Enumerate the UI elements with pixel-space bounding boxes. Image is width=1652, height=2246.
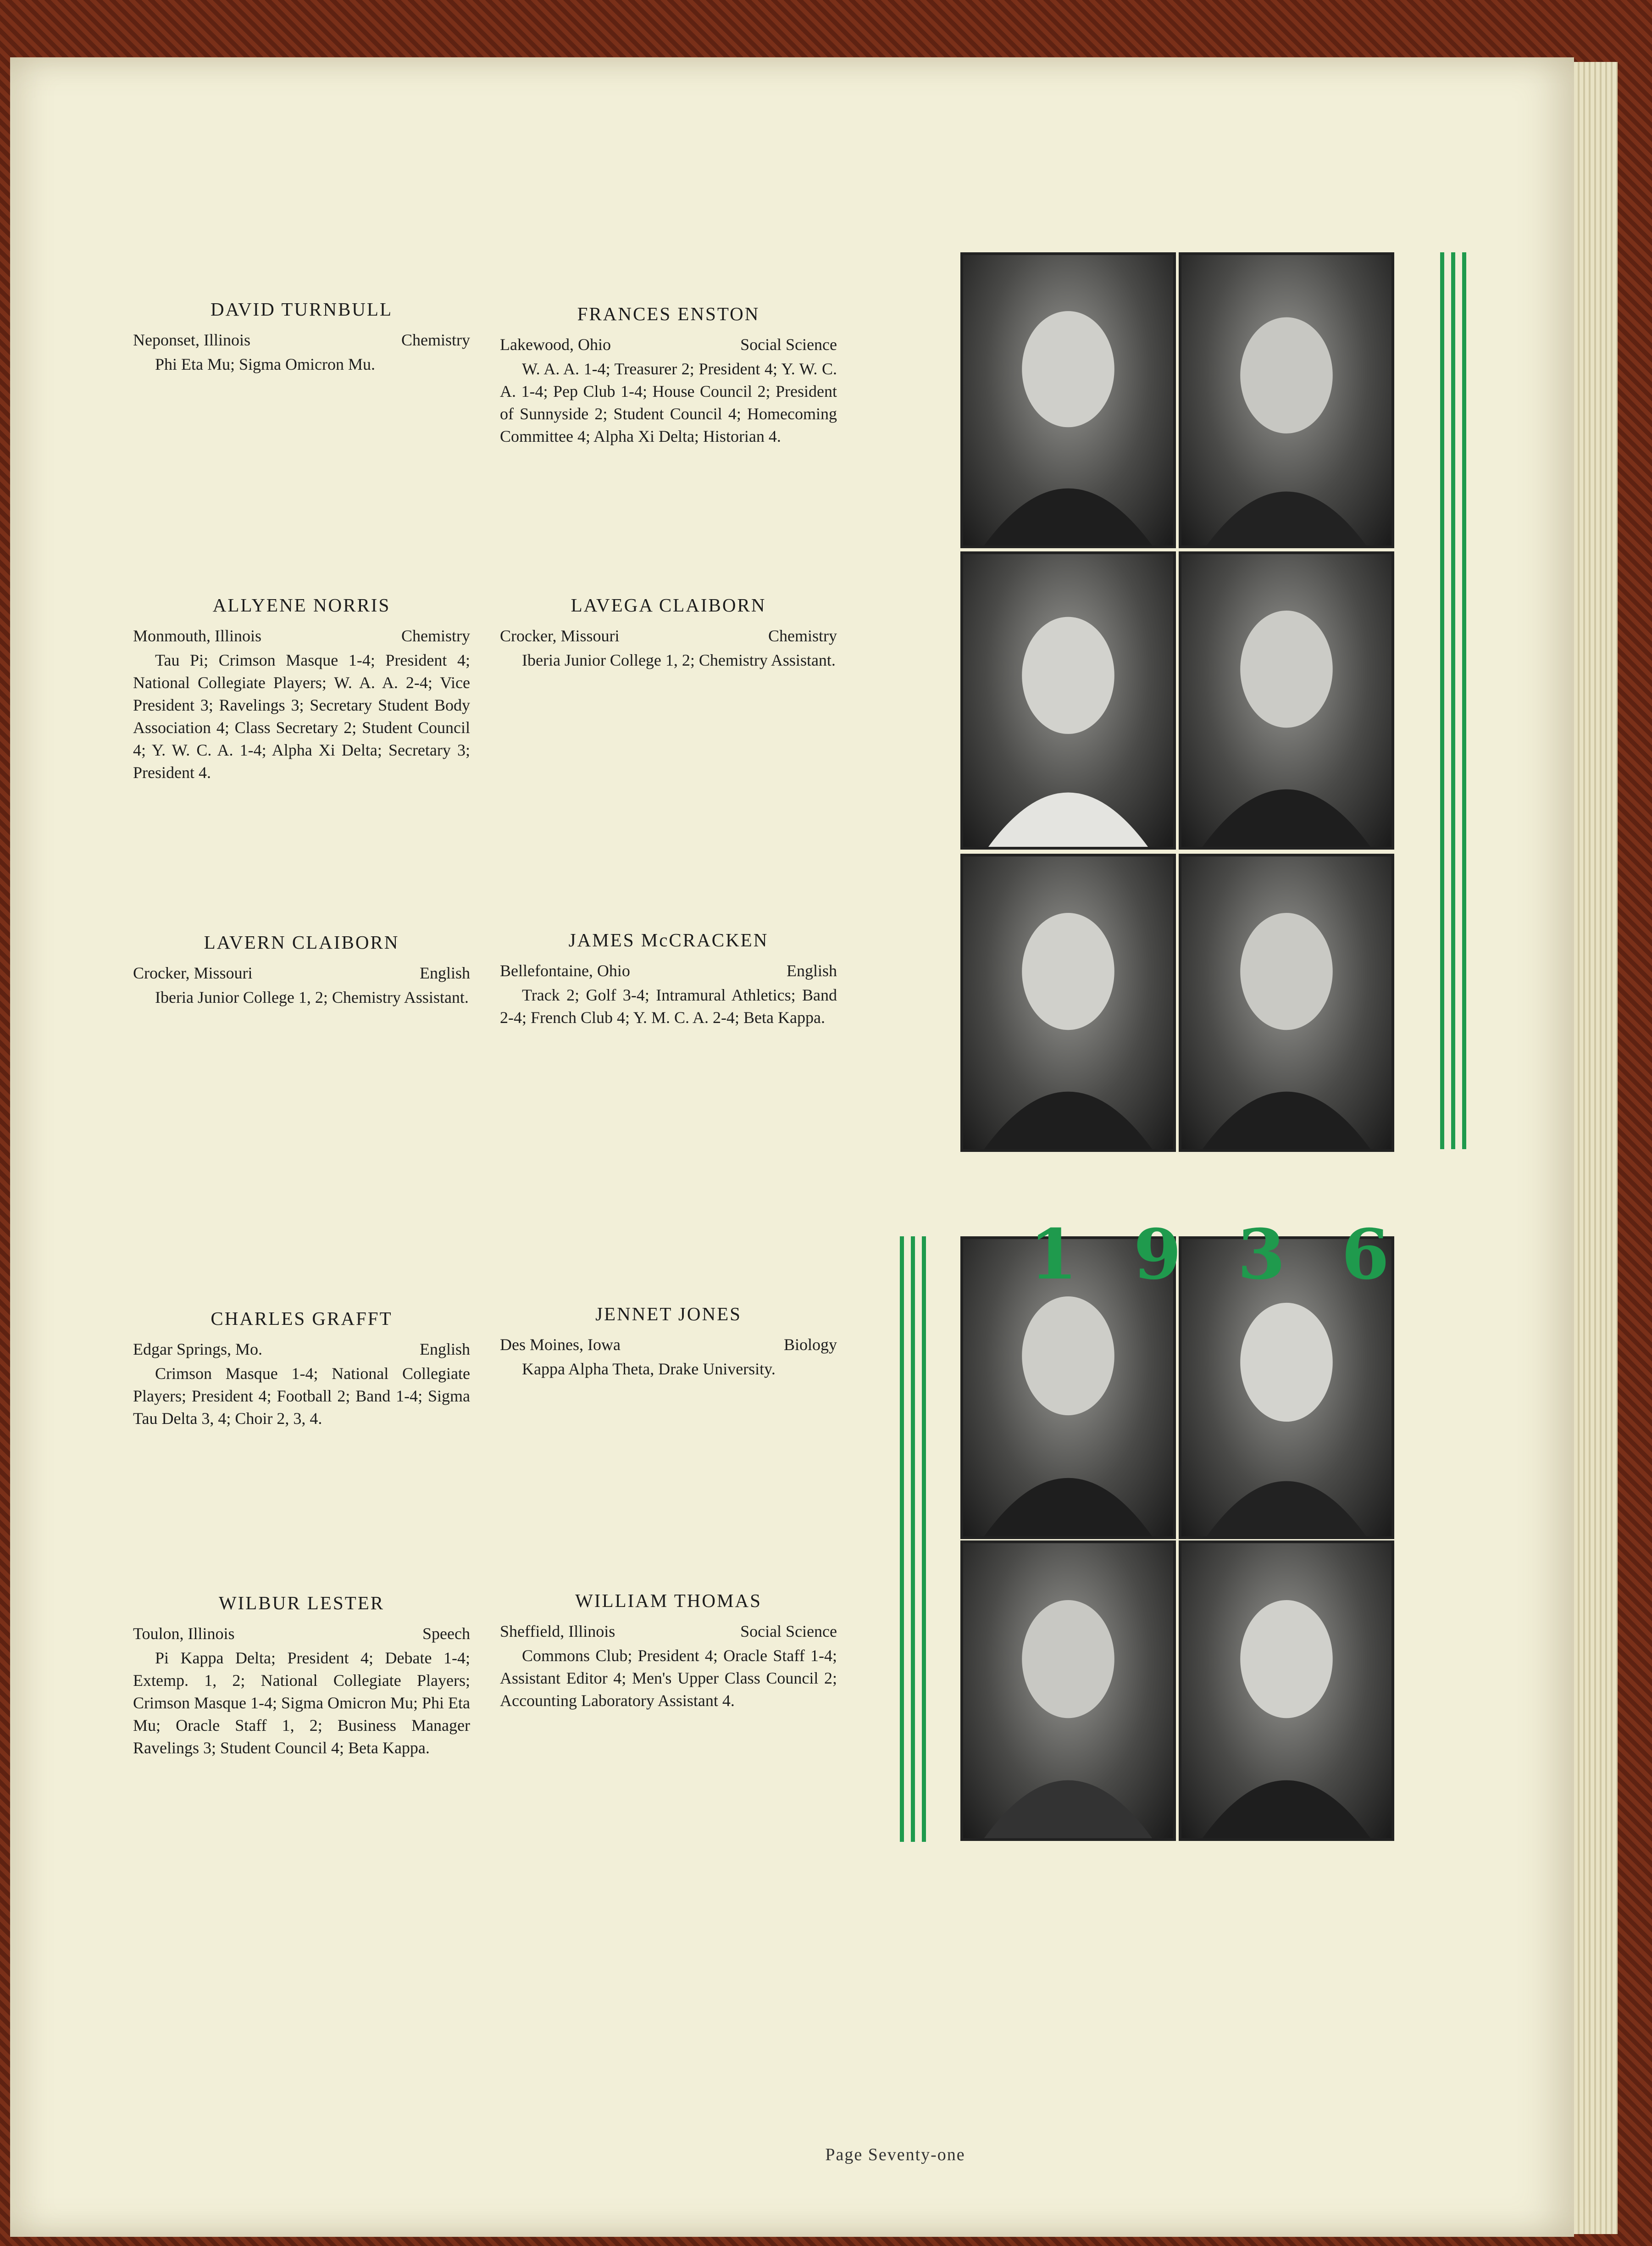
student-activities: Kappa Alpha Theta, Drake University.	[522, 1360, 776, 1378]
student-activities: Iberia Junior College 1, 2; Chemistry Assistant.	[522, 651, 836, 669]
senior-entry-frances-enston	[500, 303, 837, 448]
student-hometown: Sheffield, Illinois	[500, 1622, 615, 1640]
student-activities: Crimson Masque 1-4; National Collegiate Players; President 4; Football 2; Band 1-4; Sigma Tau Delta 3, 4; Choir 2, 3, 4.	[133, 1364, 470, 1428]
student-activities: W. A. A. 1-4; Treasurer 2; President 4; Y. W. C. A. 1-4; Pep Club 1-4; House Council 2; President of Sunnyside 2; Student Council 4; Homecoming Committee 4; Alpha Xi Delta; Historian 4.	[500, 360, 837, 445]
green-vertical-rule	[1440, 252, 1444, 1149]
student-name: FRANCES ENSTON	[577, 303, 760, 324]
student-major: Chemistry	[768, 627, 837, 645]
student-major: Speech	[422, 1624, 470, 1643]
senior-entry-jennet-jones	[500, 1303, 837, 1380]
portrait-photo-wilbur-lester	[960, 1540, 1176, 1841]
student-major: English	[786, 962, 837, 980]
senior-entry-david-turnbull	[133, 298, 470, 376]
page-number: Page Seventy-one	[825, 2145, 965, 2164]
student-activities: Tau Pi; Crimson Masque 1-4; President 4; National Collegiate Players; W. A. A. 2-4; Vice President 3; Ravelings 3; Secretary Student Body Association 4; Class Secretary 2; Student Council 4; Y. W. C. A. 1-4; Alpha Xi Delta; Secretary 3; President 4.	[133, 651, 470, 782]
student-hometown: Monmouth, Illinois	[133, 627, 262, 645]
green-vertical-rule	[911, 1236, 915, 1842]
student-major: Chemistry	[401, 331, 470, 349]
green-vertical-rule	[922, 1236, 926, 1842]
student-major: English	[419, 964, 470, 982]
student-hometown: Neponset, Illinois	[133, 331, 250, 349]
student-name: LAVERN CLAIBORN	[204, 932, 399, 953]
senior-entry-james-mccracken	[500, 929, 837, 1029]
student-hometown: Edgar Springs, Mo.	[133, 1340, 262, 1358]
student-activities: Track 2; Golf 3-4; Intramural Athletics; Band 2-4; French Club 4; Y. M. C. A. 2-4; Beta Kappa.	[500, 986, 837, 1027]
page-edges	[1574, 62, 1618, 2234]
year-digit: 9	[1133, 1214, 1181, 1295]
student-name: CHARLES GRAFFT	[211, 1308, 393, 1329]
student-name: JAMES McCRACKEN	[568, 929, 769, 951]
student-hometown: Crocker, Missouri	[133, 964, 253, 982]
portrait-photo-frances-enston	[1179, 252, 1394, 548]
portrait-photo-william-thomas	[1179, 1540, 1394, 1841]
student-activities: Pi Kappa Delta; President 4; Debate 1-4; Extemp. 1, 2; National Collegiate Players; Crimson Masque 1-4; Sigma Omicron Mu; Phi Eta Mu; Oracle Staff 1, 2; Business Manager Ravelings 3; Student Council 4; Beta Kappa.	[133, 1649, 470, 1757]
student-name: ALLYENE NORRIS	[212, 595, 391, 616]
senior-entry-lavern-claiborn	[133, 931, 470, 1009]
year-heading	[1026, 1214, 1393, 1295]
student-name: LAVEGA CLAIBORN	[571, 595, 766, 616]
senior-entry-charles-grafft	[133, 1307, 470, 1430]
senior-entry-wilbur-lester	[133, 1592, 470, 1759]
senior-entry-lavega-claiborn	[500, 594, 837, 672]
year-digit: 1	[1029, 1214, 1078, 1295]
student-activities: Phi Eta Mu; Sigma Omicron Mu.	[155, 355, 375, 373]
year-digit: 6	[1341, 1214, 1390, 1295]
student-hometown: Toulon, Illinois	[133, 1624, 235, 1643]
student-hometown: Crocker, Missouri	[500, 627, 620, 645]
student-major: Biology	[783, 1335, 837, 1354]
portrait-photo-james-mccracken	[1179, 854, 1394, 1152]
student-major: Social Science	[740, 335, 837, 354]
portrait-photo-lavern-claiborn	[960, 854, 1176, 1152]
student-major: Chemistry	[401, 627, 470, 645]
student-name: JENNET JONES	[595, 1303, 742, 1324]
student-hometown: Lakewood, Ohio	[500, 335, 611, 354]
student-major: Social Science	[740, 1622, 837, 1640]
green-vertical-rule	[1451, 252, 1455, 1149]
green-vertical-rule	[900, 1236, 904, 1842]
student-name: WILBUR LESTER	[218, 1592, 385, 1613]
student-name: DAVID TURNBULL	[211, 299, 393, 320]
senior-entry-william-thomas	[500, 1590, 837, 1712]
year-digit: 3	[1237, 1214, 1286, 1295]
green-vertical-rule	[1462, 252, 1466, 1149]
portrait-photo-allyene-norris	[960, 551, 1176, 850]
senior-entry-allyene-norris	[133, 594, 470, 784]
portrait-photo-david-turnbull	[960, 252, 1176, 548]
yearbook-page	[10, 57, 1574, 2237]
student-hometown: Bellefontaine, Ohio	[500, 962, 630, 980]
portrait-photo-lavega-claiborn	[1179, 551, 1394, 850]
student-activities: Iberia Junior College 1, 2; Chemistry Assistant.	[155, 988, 469, 1006]
student-activities: Commons Club; President 4; Oracle Staff 1-4; Assistant Editor 4; Men's Upper Class Council 2; Accounting Laboratory Assistant 4.	[500, 1646, 837, 1710]
student-name: WILLIAM THOMAS	[575, 1590, 762, 1611]
student-major: English	[419, 1340, 470, 1358]
student-hometown: Des Moines, Iowa	[500, 1335, 621, 1354]
